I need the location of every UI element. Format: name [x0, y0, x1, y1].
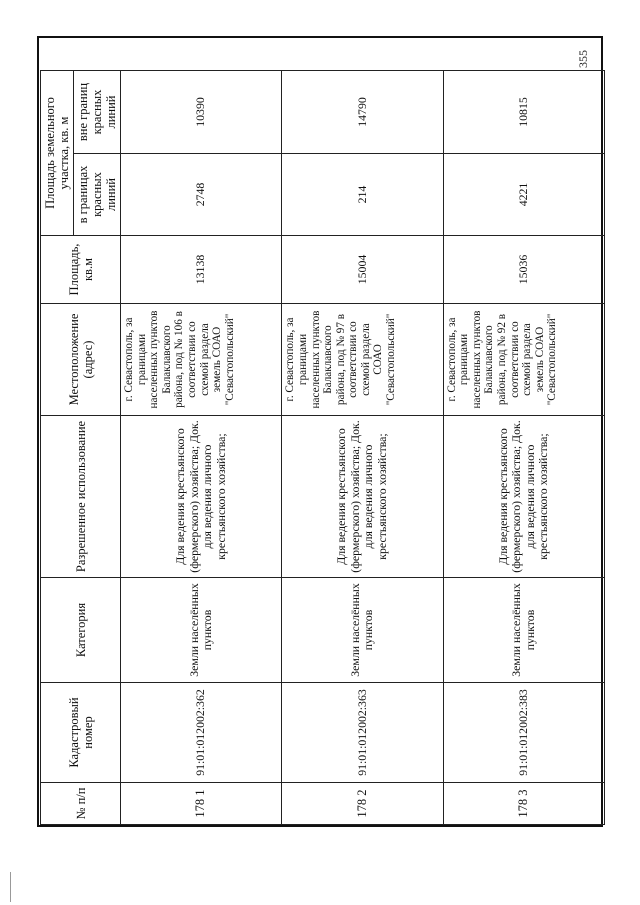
scan-margin-line: [10, 872, 11, 902]
cell-num: 178 3: [443, 783, 604, 825]
cell-outside: 10815: [443, 71, 604, 154]
cell-cadastral: 91:01:012002:362: [121, 683, 282, 783]
cell-num: 178 1: [121, 783, 282, 825]
cell-within: 2748: [121, 154, 282, 236]
cell-location: г. Севастополь, за границами населенных пунктов Балаклавского района, под № 97 в соответствии со схемой раздела СОАО "Севастопольский": [282, 304, 443, 416]
header-land-area-group: Площадь земельного участка, кв. м: [41, 71, 74, 236]
cell-category: Земли населённых пунктов: [121, 578, 282, 683]
header-use: Разрешенное использование: [41, 416, 121, 578]
cell-outside: 14790: [282, 71, 443, 154]
page-number: 355: [576, 50, 590, 68]
cell-area: 15004: [282, 236, 443, 304]
cell-cadastral: 91:01:012002:363: [282, 683, 443, 783]
table-row: [443, 71, 604, 825]
cell-use: Для ведения крестьянского (фермерского) хозяйства; Док. для ведения личного крестьянского хозяйства;: [121, 416, 282, 578]
cell-location: г. Севастополь, за границами населенных пунктов Балаклавского района, под № 92 в соответствии со схемой раздела земель СОАО "Севастопольский": [443, 304, 604, 416]
cell-within: 4221: [443, 154, 604, 236]
table-row: [121, 71, 282, 825]
cell-location: г. Севастополь, за границами населенных пунктов Балаклавского района, под № 106 в соответствии со схемой раздела земель СОАО "Севастопольский": [121, 304, 282, 416]
cell-area: 13138: [121, 236, 282, 304]
cell-within: 214: [282, 154, 443, 236]
header-num: № п/п: [41, 783, 121, 825]
cell-outside: 10390: [121, 71, 282, 154]
header-outside: вне границ красных линий: [74, 71, 121, 154]
cell-use: Для ведения крестьянского (фермерского) хозяйства; Док. для ведения личного крестьянского хозяйства;: [443, 416, 604, 578]
cell-use: Для ведения крестьянского (фермерского) хозяйства; Док. для ведения личного крестьянского хозяйства;: [282, 416, 443, 578]
table-row: [282, 71, 443, 825]
cell-cadastral: 91:01:012002:383: [443, 683, 604, 783]
cell-category: Земли населённых пунктов: [282, 578, 443, 683]
cell-num: 178 2: [282, 783, 443, 825]
header-cadastral: Кадастровый номер: [41, 683, 121, 783]
land-plots-table-rotated: [40, 71, 605, 825]
header-location: Местоположение (адрес): [41, 304, 121, 416]
land-plots-table: [40, 70, 605, 825]
header-category: Категория: [41, 578, 121, 683]
cell-category: Земли населённых пунктов: [443, 578, 604, 683]
cell-area: 15036: [443, 236, 604, 304]
header-area: Площадь, кв.м: [41, 236, 121, 304]
header-within: в границах красных линий: [74, 154, 121, 236]
